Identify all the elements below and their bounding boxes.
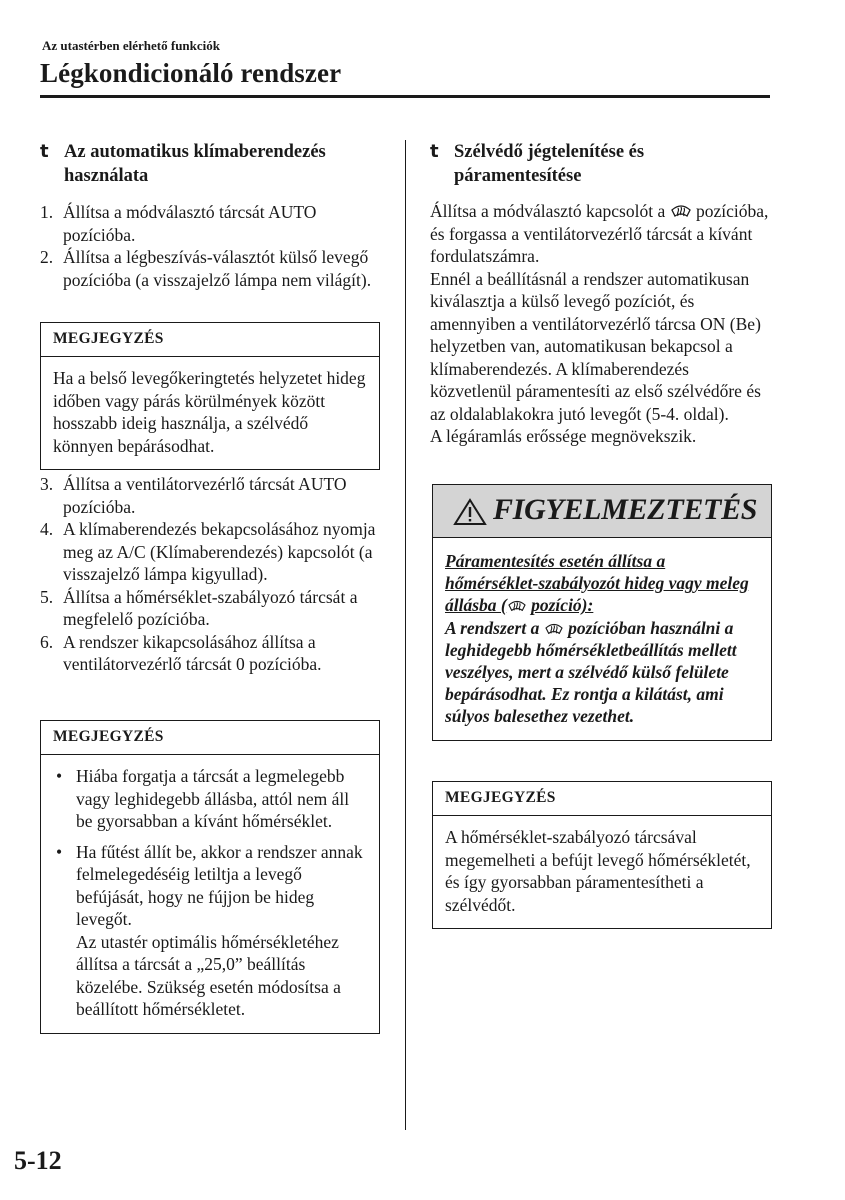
page-title: Légkondicionáló rendszer [40, 58, 342, 88]
warning-header [433, 485, 771, 538]
note-title: MEGJEGYZÉS [41, 323, 379, 357]
windshield-defroster-icon [544, 620, 564, 636]
note-text: A hőmérséklet-szabályozó tárcsával megemelheti a befújt levegő hőmérsékletét, és így gyorsabban páramentesítheti a szélvédőt. [445, 827, 751, 915]
warning-box [432, 484, 772, 741]
paragraph: A légáramlás erőssége megnövekszik. [430, 426, 697, 446]
heading-bullet: t [430, 141, 439, 162]
column-divider [405, 140, 406, 1130]
list-item: 2. Állítsa a légbeszívás-választót külső levegő pozícióba (a visszajelző lámpa nem világít). [40, 247, 372, 290]
windshield-defroster-icon [670, 201, 692, 219]
note-text: Ha a belső levegőkeringtetés helyzetet hideg időben vagy párás körülmények között hosszabb ideig használja, a szélvédő könnyen bepárásodhat. [53, 368, 366, 456]
paragraph: Ennél a beállításnál a rendszer automatikusan kiválasztja a külső levegő pozíciót, és amennyiben a ventilátorvezérlő tárcsa ON (Be) helyzetben van, automatikusan bekapcsol a klímaberendezés. A klímaberendezés közvetlenül páramentesíti az első szélvédőre és az oldalablakokra jutó levegőt (5-4. oldal). [430, 268, 761, 424]
heading-bullet: t [40, 141, 49, 162]
warning-body: Páramentesítés esetén állítsa a hőmérséklet-szabályozót hideg vagy meleg állásba ( pozíció): A rendszert a pozícióban használni a leghidegebb hőmérsékletbeállítás mellett veszélyes, mert a szélvédő külső felülete bepárásodhat. Ez rontja a kilátást, ami súlyos balesethez vezethet. [445, 551, 749, 727]
right-body [430, 200, 772, 448]
note-title: MEGJEGYZÉS [41, 721, 379, 755]
left-heading [40, 140, 385, 188]
list-item: 5. Állítsa a hőmérséklet-szabályozó tárcsát a megfelelő pozícióba. [40, 586, 358, 629]
windshield-defroster-icon [507, 597, 527, 613]
note-bullet-list [53, 765, 369, 1021]
list-item: • Hiába forgatja a tárcsát a legmelegebb vagy leghidegebb állásba, attól nem áll be gyorsabban a kívánt hőmérséklet. [56, 766, 350, 831]
left-heading-text: Az automatikus klímaberendezés használata [64, 142, 326, 186]
steps-list-b [40, 473, 380, 676]
steps-list-a [40, 201, 380, 291]
title-rule [40, 95, 770, 98]
list-item: 6. A rendszer kikapcsolásához állítsa a ventilátorvezérlő tárcsát 0 pozícióba. [40, 631, 322, 674]
note-box-3 [432, 781, 772, 929]
note-box-1 [40, 322, 380, 470]
list-item: 3. Állítsa a ventilátorvezérlő tárcsát AUTO pozícióba. [40, 474, 347, 517]
note-box-2 [40, 720, 380, 1034]
list-item: • Ha fűtést állít be, akkor a rendszer annak felmelegedéséig letiltja a levegő befújását, hogy ne fújjon be hideg levegőt. Az utastér optimális hőmérsékletéhez állítsa a tárcsát a „25,0” beállítás közelébe. Szükség esetén módosítsa a beállított hőmérsékletet. [56, 841, 363, 1019]
list-item: 4. A klímaberendezés bekapcsolásához nyomja meg az A/C (Klímaberendezés) kapcsolót (a visszajelző lámpa kigyullad). [40, 519, 376, 584]
page-number: 5-12 [14, 1146, 62, 1175]
right-heading-text: Szélvédő jégtelenítése és páramentesítése [454, 142, 645, 186]
warning-title: FIGYELMEZTETÉS [493, 493, 758, 526]
list-item: 1. Állítsa a módválasztó tárcsát AUTO pozícióba. [40, 202, 317, 245]
paragraph: Állítsa a módválasztó kapcsolót a pozícióba, és forgassa a ventilátorvezérlő tárcsát a kívánt fordulatszámra. [430, 201, 769, 266]
warning-triangle-icon [453, 498, 487, 526]
right-heading [430, 140, 770, 188]
section-label: Az utastérben elérhető funkciók [42, 38, 221, 53]
note-title: MEGJEGYZÉS [433, 782, 771, 816]
